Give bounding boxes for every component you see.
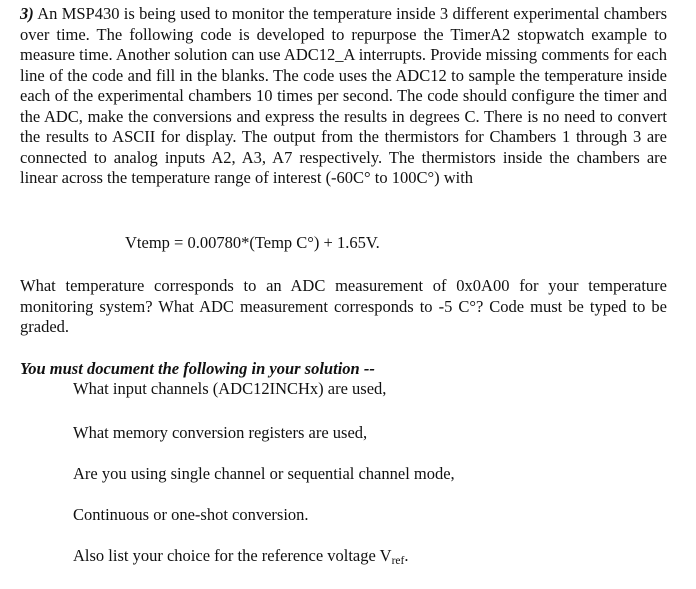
temperature-equation: Vtemp = 0.00780*(Temp C°) + 1.65V. (125, 233, 380, 252)
question-text: An MSP430 is being used to monitor the temperature inside 3 different experimental chambers over time. The following code is developed to repurpose the TimerA2 stopwatch example to measure time. Another solution can use ADC12_A interrupts. Provide missing comments for each line of the code and fill in the blanks. The code uses the ADC12 to sample the temperature inside each of the experimental chambers 10 times per second. The code should configure the timer and the ADC, make the conversions and express the results in degrees C. There is no need to convert the results to ASCII for display. The output from the thermistors for Chambers 1 through 3 are connected to analog inputs A2, A3, A7 respectively. The thermistors inside the chambers are linear across the temperature range of interest (-60C° to 100C°) with (20, 4, 667, 187)
requirement-reference-voltage (73, 546, 408, 568)
vref-suffix: . (404, 546, 409, 565)
requirement-memory-registers: What memory conversion registers are used, (73, 423, 368, 442)
requirement-conversion-type: Continuous or one-shot conversion. (73, 505, 309, 524)
requirement-channel-mode: Are you using single channel or sequential channel mode, (73, 464, 455, 483)
vref-subscript: ref (391, 555, 405, 567)
question-paragraph (20, 4, 667, 189)
question-number: 3) (20, 4, 34, 23)
vref-prefix: Also list your choice for the reference voltage V (73, 546, 392, 565)
documentation-heading: You must document the following in your solution -- (20, 359, 375, 378)
requirement-input-channels: What input channels (ADC12INCHx) are used, (73, 379, 387, 398)
followup-paragraph: What temperature corresponds to an ADC measurement of 0x0A00 for your temperature monitoring system? What ADC measurement corresponds to -5 C°? Code must be typed to be graded. (20, 276, 667, 336)
